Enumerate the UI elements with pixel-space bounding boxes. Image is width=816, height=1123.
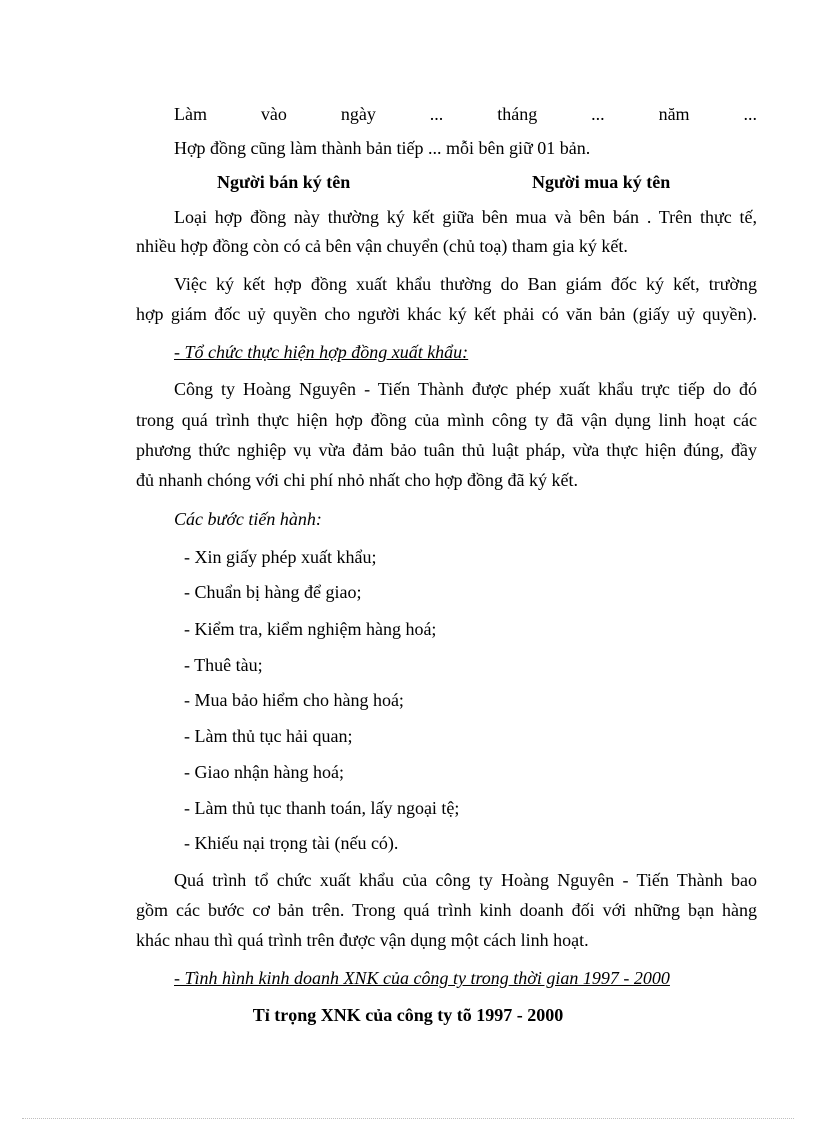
paragraph-3-line-3: phương thức nghiệp vụ vừa đảm bảo tuân thủ luật pháp, vừa thực hiện đúng, đầy: [136, 440, 757, 460]
page-bottom-divider: [22, 1118, 794, 1119]
step-item: - Thuê tàu;: [184, 655, 263, 675]
paragraph-1-line-2: nhiều hợp đồng còn có cả bên vận chuyển (chủ toạ) tham gia ký kết.: [136, 236, 628, 256]
paragraph-4-line-3: khác nhau thì quá trình trên được vận dụng một cách linh hoạt.: [136, 930, 589, 950]
step-item: - Xin giấy phép xuất khẩu;: [184, 547, 377, 567]
step-item: - Mua bảo hiểm cho hàng hoá;: [184, 690, 404, 710]
paragraph-3-line-2: trong quá trình thực hiện hợp đồng của mình công ty đã vận dụng linh hoạt các: [136, 410, 757, 430]
section-heading-business: - Tình hình kinh doanh XNK của công ty trong thời gian 1997 - 2000: [174, 968, 670, 988]
step-item: - Làm thủ tục hải quan;: [184, 726, 353, 746]
seller-signature-label: Người bán ký tên: [217, 172, 351, 192]
step-item: - Kiểm tra, kiểm nghiệm hàng hoá;: [184, 619, 437, 639]
step-item: - Làm thủ tục thanh toán, lấy ngoại tệ;: [184, 798, 460, 818]
paragraph-4-line-1: Quá trình tổ chức xuất khẩu của công ty Hoàng Nguyên - Tiến Thành bao: [174, 870, 757, 890]
paragraph-3-line-4: đủ nhanh chóng với chi phí nhỏ nhất cho hợp đồng đã ký kết.: [136, 470, 578, 490]
step-item: - Giao nhận hàng hoá;: [184, 762, 344, 782]
table-title: Tỉ trọng XNK của công ty tõ 1997 - 2000: [252, 1005, 564, 1025]
copies-line: Hợp đồng cũng làm thành bản tiếp ... mỗi bên giữ 01 bản.: [174, 138, 591, 158]
paragraph-2-line-2: hợp giám đốc uỷ quyền cho người khác ký kết phải có văn bản (giấy uỷ quyền).: [136, 304, 757, 324]
paragraph-1-line-1: Loại hợp đồng này thường ký kết giữa bên mua và bên bán . Trên thực tế,: [174, 207, 757, 227]
paragraph-2-line-1: Việc ký kết hợp đồng xuất khẩu thường do Ban giám đốc ký kết, trường: [174, 274, 757, 294]
steps-title: Các bước tiến hành:: [174, 509, 322, 529]
paragraph-4-line-2: gồm các bước cơ bản trên. Trong quá trình kinh doanh đối với những bạn hàng: [136, 900, 757, 920]
paragraph-3-line-1: Công ty Hoàng Nguyên - Tiến Thành được phép xuất khẩu trực tiếp do đó: [174, 379, 757, 399]
buyer-signature-label: Người mua ký tên: [532, 172, 671, 192]
step-item: - Chuẩn bị hàng để giao;: [184, 582, 362, 602]
date-line: Làm vào ngày ... tháng ... năm ...: [174, 104, 757, 124]
section-heading-execution: - Tổ chức thực hiện hợp đồng xuất khẩu:: [174, 342, 469, 362]
step-item: - Khiếu nại trọng tài (nếu có).: [184, 833, 399, 853]
